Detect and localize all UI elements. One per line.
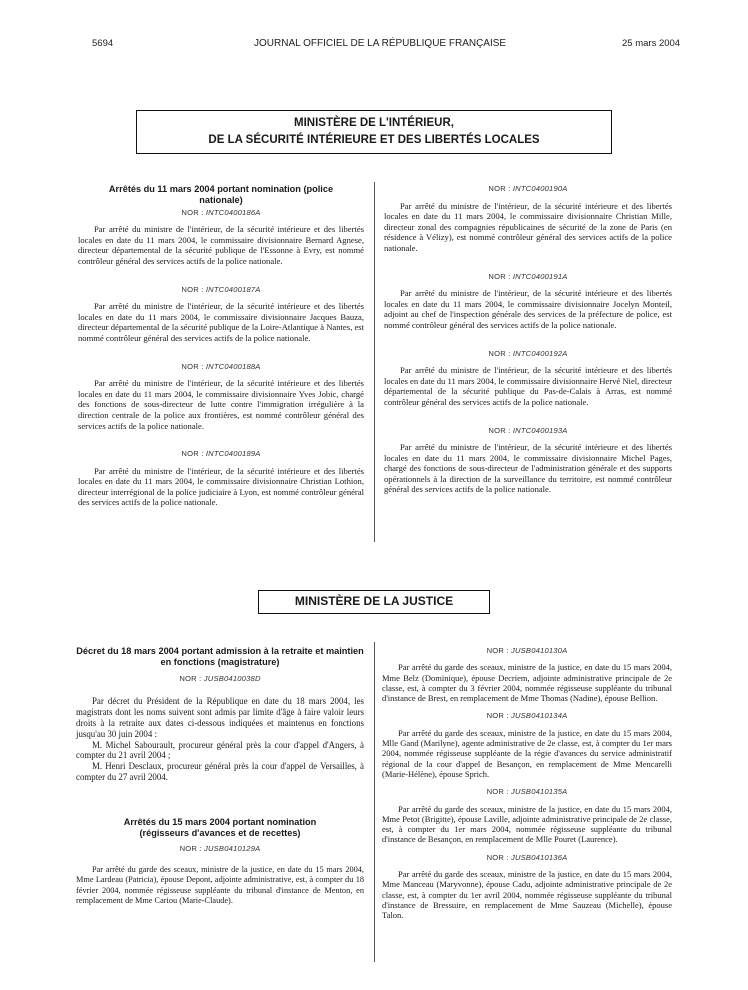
decree-paragraph: Par arrêté du ministre de l'intérieur, de la sécurité intérieure et des libertés locales en date du 11 mars 2004, le commissaire divisionnaire Jocelyn Monteil, adjoint au chef de l'inspection générale des services de la préfecture de police, est nommé contrôleur général des services actifs de la police nationale. bbox=[384, 288, 672, 330]
journal-title: JOURNAL OFFICIEL DE LA RÉPUBLIQUE FRANÇAISE bbox=[254, 38, 507, 49]
nor-reference: NOR : INTC0400191A bbox=[488, 271, 568, 281]
nor-reference: NOR : JUSB0410038D bbox=[179, 673, 261, 683]
nor-reference: NOR : JUSB0410129A bbox=[179, 844, 261, 854]
decree-paragraph: Par arrêté du ministre de l'intérieur, de la sécurité intérieure et des libertés locales en date du 11 mars 2004, le commissaire divisionnaire Christian Lothion, directeur interrégional de la police judiciaire à Lyon, est nommé contrôleur général des services actifs de la police nationale. bbox=[78, 465, 364, 508]
justice-left-column bbox=[76, 646, 364, 906]
decree-paragraph: Par arrêté du garde des sceaux, ministre de la justice, en date du 15 mars 2004, Mme Petot (Brigitte), épouse Laville, adjointe administrative principale de 2e classe, est, à compter du 1er mars 2004, nommée régisseuse suppléante du tribunal d'instance de Besançon, en remplacement de Mlle Pouret (Laurence). bbox=[382, 803, 672, 845]
decree-paragraph: Par décret du Président de la République en date du 18 mars 2004, les magistrats dont les noms suivent sont admis par limite d'âge à faire valoir leurs droits à la retraite aux dates ci-dessous indiquées et maintenus en fonctions jusqu'au 30 juin 2004 : bbox=[76, 696, 364, 739]
nor-reference: NOR : INTC0400192A bbox=[488, 348, 568, 358]
section-title-regisseurs: Arrêtés du 15 mars 2004 portant nomination (régisseurs d'avances et de recettes) bbox=[123, 816, 317, 838]
decree-paragraph: Par arrêté du garde des sceaux, ministre de la justice, en date du 15 mars 2004, Mlle Gand (Marilyne), agente administrative de 2e classe, est, à compter du 1er mars 2004, nommée régisseuse suppléante de la régie d'avances du service administratif régional de la cour d'appel de Besançon, en remplacement de Mme Mencarelli (Marie-Hélène), épouse Sprich. bbox=[382, 727, 672, 779]
decree-paragraph: Par arrêté du ministre de l'intérieur, de la sécurité intérieure et des libertés locales en date du 11 mars 2004, le commissaire divisionnaire Jacques Bauza, directeur départemental de la sécurité publique de la Loire-Atlantique à Nantes, est nommé contrôleur général des services actifs de la police nationale. bbox=[78, 301, 364, 343]
ministry-interior-line2: DE LA SÉCURITÉ INTÉRIEURE ET DES LIBERTÉS LOCALES bbox=[208, 134, 540, 146]
nor-reference: NOR : JUSB0410134A bbox=[486, 711, 568, 721]
decree-paragraph: M. Henri Desclaux, procureur général près la cour d'appel de Versailles, à compter du 27 avril 2004. bbox=[76, 761, 364, 782]
page-number: 5694 bbox=[92, 38, 114, 49]
ministry-interior-box bbox=[136, 110, 612, 154]
ministry-justice-title: MINISTÈRE DE LA JUSTICE bbox=[294, 594, 454, 608]
decree-paragraph: M. Michel Sabourault, procureur général près la cour d'appel d'Angers, à compter du 21 avril 2004 ; bbox=[76, 739, 364, 761]
section-title-magistrature: Décret du 18 mars 2004 portant admission à la retraite et maintien en fonctions (magistrature) bbox=[76, 646, 364, 667]
column-divider bbox=[374, 182, 375, 542]
decree-paragraph: Par arrêté du garde des sceaux, ministre de la justice, en date du 15 mars 2004, Mme Lardeau (Patricia), épouse Depont, adjointe administrative, est, à compter du 18 février 2004, nommée régisseuse suppléante du tribunal d'instance de Menton, en remplacement de Mme Cariou (Marie-Claude). bbox=[76, 865, 364, 905]
section-title-police: Arrêtés du 11 mars 2004 portant nomination (police nationale) bbox=[108, 184, 334, 205]
nor-reference: NOR : INTC0400190A bbox=[488, 184, 568, 193]
interior-right-column bbox=[384, 184, 672, 495]
decree-paragraph: Par arrêté du ministre de l'intérieur, de la sécurité intérieure et des libertés locales en date du 11 mars 2004, le commissaire divisionnaire Yves Jobic, chargé des fonctions de sous-directeur de lutte contre l'immigration irrégulière à la direction centrale de la police aux frontières, est nommé contrôleur général des services actifs de la police nationale. bbox=[78, 378, 364, 431]
justice-right-column bbox=[382, 646, 672, 921]
column-divider bbox=[374, 642, 375, 962]
decree-paragraph: Par arrêté du ministre de l'intérieur, de la sécurité intérieure et des libertés locales en date du 11 mars 2004, le commissaire divisionnaire Bernard Agnese, directeur départemental de la sécurité publique de l'Essonne à Evry, est nommé contrôleur général des services actifs de la police nationale. bbox=[78, 224, 364, 266]
decree-paragraph: Par arrêté du ministre de l'intérieur, de la sécurité intérieure et des libertés locales en date du 11 mars 2004, le commissaire divisionnaire Hervé Niel, directeur départemental de la sécurité publique du Pas-de-Calais à Arras, est nommé contrôleur général des services actifs de la police nationale. bbox=[384, 365, 672, 407]
decree-paragraph: Par arrêté du garde des sceaux, ministre de la justice, en date du 15 mars 2004, Mme Manceau (Maryvonne), épouse Cadu, adjointe administrative principale de 2e classe, est, à compter du 1er avril 2004, nommée régisseuse suppléante du tribunal d'instance de Bressuire, en remplacement de Mme Sauzeau (Michelle), épouse Talon. bbox=[382, 869, 672, 921]
ministry-interior-line1: MINISTÈRE DE L'INTÉRIEUR, bbox=[294, 117, 454, 129]
nor-reference: NOR : INTC0400186A bbox=[181, 207, 261, 217]
nor-reference: NOR : JUSB0410130A bbox=[486, 646, 568, 655]
nor-reference: NOR : INTC0400188A bbox=[181, 361, 261, 371]
decree-paragraph: Par arrêté du garde des sceaux, ministre de la justice, en date du 15 mars 2004, Mme Belz (Dominique), épouse Decriem, adjointe administrative principale de 2e classe, est, à compter du 3 février 2004, nommée régisseuse suppléante du tribunal d'instance de Brest, en remplacement de Mme Thomas (Nadine), épouse Bellion. bbox=[382, 662, 672, 704]
ministry-justice-box bbox=[258, 590, 490, 614]
interior-left-column bbox=[78, 184, 364, 508]
nor-reference: NOR : JUSB0410136A bbox=[486, 852, 568, 862]
decree-paragraph: Par arrêté du ministre de l'intérieur, de la sécurité intérieure et des libertés locales en date du 11 mars 2004, le commissaire divisionnaire Michel Pages, chargé des fonctions de sous-directeur de l'administration générale et des supports opérationnels à la direction de la surveillance du territoire, est nommé contrôleur général des services actifs de la police nationale. bbox=[384, 442, 672, 495]
nor-reference: NOR : INTC0400193A bbox=[488, 425, 568, 435]
nor-reference: NOR : INTC0400187A bbox=[181, 284, 261, 294]
page-date: 25 mars 2004 bbox=[622, 38, 681, 49]
decree-paragraph: Par arrêté du ministre de l'intérieur, de la sécurité intérieure et des libertés locales en date du 11 mars 2004, le commissaire divisionnaire Christian Mille, directeur zonal des compagnies républicaines de sécurité de la zone de Paris (en résidence à Vélizy), est nommé contrôleur général des services actifs de la police nationale. bbox=[384, 200, 672, 253]
nor-reference: NOR : INTC0400189A bbox=[181, 449, 261, 459]
nor-reference: NOR : JUSB0410135A bbox=[486, 787, 568, 797]
